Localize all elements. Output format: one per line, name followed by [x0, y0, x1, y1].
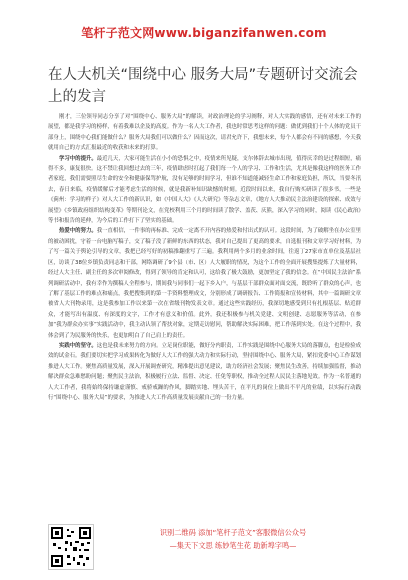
footer-text	[138, 526, 328, 552]
paragraph-practice	[48, 341, 361, 403]
document-title: 在人大机关“围绕中心 服务大局”专题研讨交流会上的发言	[48, 67, 358, 105]
paragraph-lead: 热爱中的努力。	[59, 228, 97, 235]
qr-code-icon[interactable]	[48, 524, 94, 570]
paragraph-text: 最近几天，大家可能生活在小小的恐惧之中，疫情来所见疑，支尔体辞去城市出现，值得庆幸的是过程细短，痛得不多，康复很快。这不禁让我回想过去的三年，疫情肆虐时扛起了我们每一个人的学习、工作和生活，尤其是像我这样的医务工作者家庭，我们需要照尽生命的安全和健康保驾护航，没有足够的时间学习，但谁不知道能减轻生命工作和家庭负担，所以，当要冬汛去，春日来临，疫情缓解后才能考虑生活的时候，就是我新补知识缺憾的时刻。近段时间以来，我自行购买研读了很多书，一些是《蓟州：学习的样子》对人大工作的新认识，如《中国人大》《人大研究》等杂志文章，《地方人大推动民主法治建设的探索、成效与展望》《乡镇政府组织结构变革》等期刊论文，在党校利用三个月的时间读了散学、盖茨、庆熊，深入学习的同时，阅读《民心政治》等书和报告的延伸，为今后的工作打下了坚实的基础。	[48, 155, 361, 225]
paragraph-lead: 学习中的提升。	[59, 155, 97, 162]
paragraph-study	[48, 154, 361, 227]
document-body	[48, 112, 361, 403]
paragraph-intro	[48, 112, 361, 154]
page-footer	[48, 524, 361, 574]
footer-line-1: 识别二维码 添加“笔杆子范文”客服微信公众号	[159, 528, 307, 537]
footer-line-2: —集天下文思 练妙笔生花 助新埠字鸣—	[169, 541, 297, 550]
paragraph-text: 我一直相信，一件事的再标准、完成一定离不开内容的热爱和付出式的认可。这段时间，为了破解坐在办公室里的被动困扰，守着一台电脑写稿子，交了稿子没了新鲜的东西的状态，我对自己提出了更高的要求，自选报刊和文章学习好材料，为了写一篇关于舆论引导的文章，我把已经写好的初稿推翻重写了三遍。我利用两个多月的业余时间，往返丁27家市直单位及基层社区，访谈了38位乡镇负责同志和干部，网络调研了9个县（市、区）人大履职的情况，为这个工作的全面开展搜集提炼了大量材料，经过人大主任、副主任的多次审阅修改，得到了领导的肯定和认可，这给我了极大鼓励，更加坚定了我的信念。在“中国民主法治”系列调研活动中，我有幸作为撰稿人全程参与，期间我与同事们一起下乡入户，与基层干部群众面对面交流，既聆听了群众的心声，也了解了基层工作的难点和痛点，我把搜集到的第一手资料整理成文，分别形成了调研报告、工作简报和宣传材料，其中一篇调研文章被省人大刊物录用，这是我参加工作以来第一次在省级刊物发表文章。通过这些实践经历，我深切地感受到只有扎根基层、贴近群众，才能写出有温度、有深度的文字，工作才有意义和价值。此外，我还积极参与机关党建、文明创建、志愿服务等活动，在参加“我为群众办实事”实践活动中，我主动认领了帮扶对象，定期走访慰问，帮助解决实际困难，把工作落到实处。在这个过程中，我体会到了为民服务的快乐，也更加明白了自己肩上的责任。	[48, 228, 361, 339]
paragraph-passion	[48, 226, 361, 340]
paragraph-lead: 实践中的坚守。	[59, 342, 97, 349]
site-header[interactable]: 笔杆子范文网www.biganzifanwen.com	[81, 26, 327, 40]
paragraph-text: 刚才，三位领导同志分享了对“围绕中心、服务大局”的解读，对政治理论的学习阐释，对人大实践的感悟，还有对未来工作的展望，都是我学习的榜样，有着我难以企及的高度。作为一名人大工作者，我也时常思考这样的问题：做优到我们十个人体的党员干部身上，围绕中心我们能做什么？服务大局我们可以做什么？因而这次，请君允许下，我想未来，每个人都会有不同的感想，今天我就用自己的方式汇报最近的收获和未来的打算。	[48, 114, 361, 152]
paragraph-text: 这也是我未来努力的方向。立足岗位职能，做好分内职责，工作实践是围绕中心服务大局的落脚点，也是检验成效的试金石。我们要切实把学习成果转化为做好人大工作的强大动力和实际行动，坚持围绕中心、服务大局，紧扣党委中心工作谋划推进人大工作。聚焦高质量发展，深入开展调查研究，精准提出意见建议，助力经济社会发展；聚焦民生改善，持续加强监督，推动解决群众急难愁盼问题；聚焦民主法治，积极履行立法、监督、决定、任免等职权，推动全过程人民民主落地见效。作为一名普通的人大工作者，我将始终保持谦虚谨慎、戒骄戒躁的作风，脚踏实地、埋头苦干，在平凡的岗位上做出不平凡的业绩，以实际行动践行“围绕中心、服务大局”的要求，为推进人大工作高质量发展贡献自己的一份力量。	[48, 342, 361, 401]
